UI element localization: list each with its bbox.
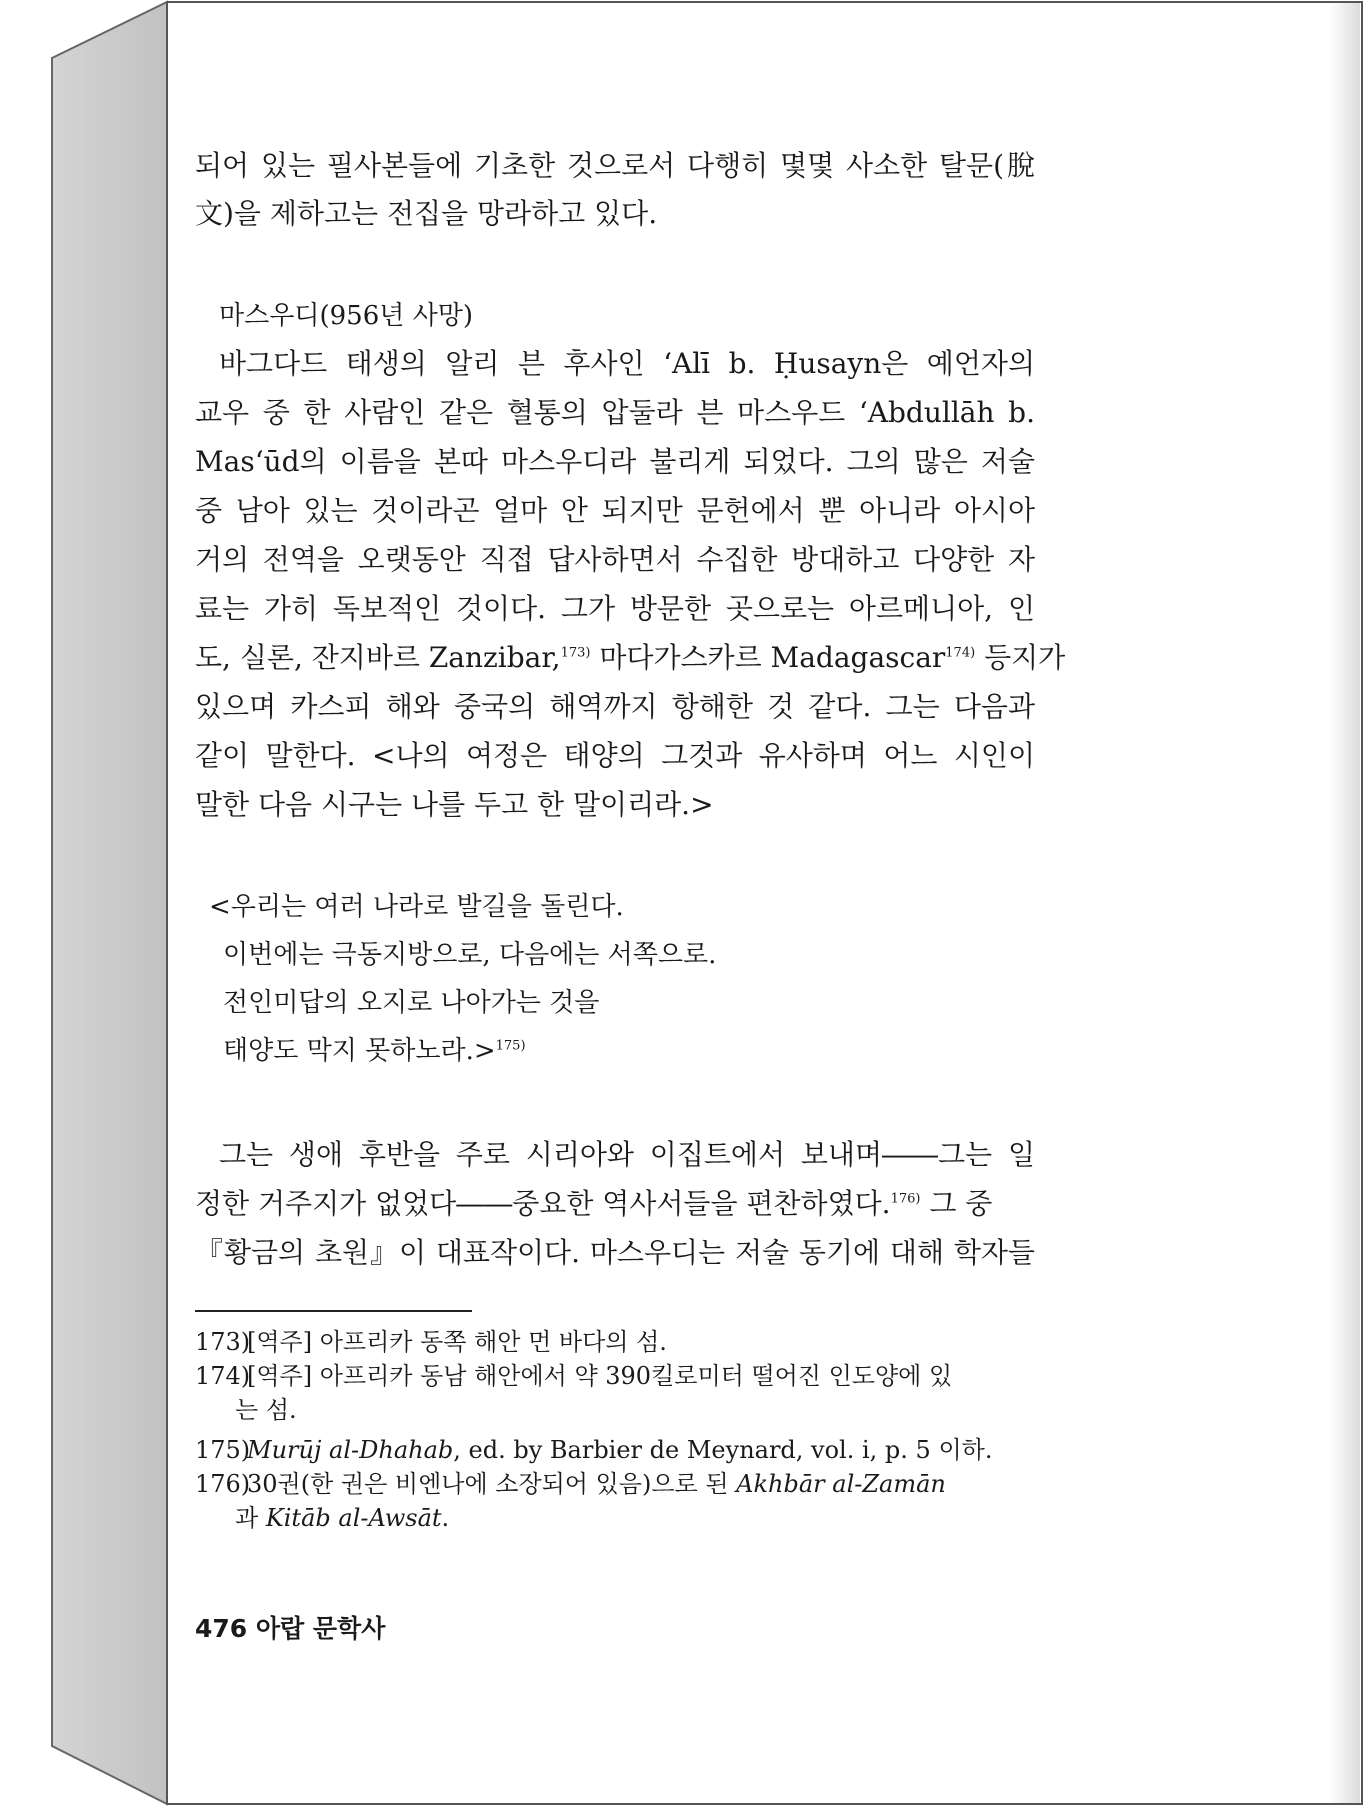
footnote-book-title: Akhbār al-Zamān xyxy=(736,1470,946,1498)
footnote-176 xyxy=(195,1468,1035,1500)
paragraph-line: 『황금의 초원』이 대표작이다. 마스우디는 저술 동기에 대해 학자들 xyxy=(195,1236,1035,1269)
paragraph-line: 그는 생애 후반을 주로 시리아와 이집트에서 보내며――그는 일 xyxy=(219,1138,1035,1171)
footnote-text: [역주] 아프리카 동남 해안에서 약 390킬로미터 떨어진 인도양에 있 xyxy=(247,1362,953,1390)
footnote-book-title: Murūj al-Dhahab xyxy=(247,1436,454,1464)
footnote-ref: 176) xyxy=(890,1191,921,1207)
text-span: 도, 실론, 잔지바르 Zanzibar, xyxy=(195,641,561,674)
section-heading: 마스우디(956년 사망) xyxy=(219,301,473,331)
footnote-ref: 174) xyxy=(945,645,976,661)
footnote-number: 176) xyxy=(195,1470,251,1498)
footnote-174-continued: 는 섬. xyxy=(235,1396,297,1424)
intro-line: 되어 있는 필사본들에 기초한 것으로서 다행히 몇몇 사소한 탈문(脫 xyxy=(195,149,1035,182)
paragraph-line: 같이 말한다. <나의 여정은 태양의 그것과 유사하며 어느 시인이 xyxy=(195,739,1035,772)
page-edge-shadow xyxy=(1330,2,1360,1804)
text-span: 그 중 xyxy=(920,1187,993,1220)
footnote-text: [역주] 아프리카 동쪽 해안 먼 바다의 섬. xyxy=(247,1328,667,1356)
footnote-book-title: Kitāb al-Awsāt xyxy=(265,1504,442,1532)
paragraph-line: 말한 다음 시구는 나를 두고 한 말이리라.> xyxy=(195,788,714,821)
paragraph-line: 료는 가히 독보적인 것이다. 그가 방문한 곳으로는 아르메니아, 인 xyxy=(195,592,1035,625)
poem-line-with-ref xyxy=(223,1033,1063,1069)
footnote-ref: 175) xyxy=(495,1038,526,1054)
footnote-175 xyxy=(195,1434,1035,1466)
book-spine xyxy=(52,2,167,1804)
paragraph-line: 거의 전역을 오랫동안 직접 답사하면서 수집한 방대하고 다양한 자 xyxy=(195,543,1035,576)
intro-line: 文)을 제하고는 전집을 망라하고 있다. xyxy=(195,197,658,230)
footnote-174 xyxy=(195,1360,1035,1392)
paragraph-line-with-refs xyxy=(195,640,1066,676)
footnote-text: 30권(한 권은 비엔나에 소장되어 있음)으로 된 xyxy=(247,1470,737,1498)
poem-line: 전인미답의 오지로 나아가는 것을 xyxy=(223,988,600,1018)
paragraph-line: 있으며 카스피 해와 중국의 해역까지 항해한 것 같다. 그는 다음과 xyxy=(195,690,1035,723)
poem-line: 이번에는 극동지방으로, 다음에는 서쪽으로. xyxy=(223,940,717,970)
text-span: 정한 거주지가 없었다――중요한 역사서들을 편찬하였다. xyxy=(195,1187,891,1220)
poem-line: <우리는 여러 나라로 발길을 돌린다. xyxy=(209,892,624,922)
footnote-text: , ed. by Barbier de Meynard, vol. i, p. 5 이하. xyxy=(453,1436,993,1464)
paragraph-line-with-ref xyxy=(195,1186,1035,1222)
text-span: 태양도 막지 못하노라.> xyxy=(223,1036,496,1066)
footnote-text: . xyxy=(441,1504,450,1532)
text-span: 마다가스카르 Madagascar xyxy=(590,641,946,674)
paragraph-line: 바그다드 태생의 알리 븐 후사인 ‘Alī b. Ḥusayn은 예언자의 xyxy=(219,347,1035,380)
running-title: 아랍 문학사 xyxy=(255,1614,386,1643)
paragraph-line: 교우 중 한 사람인 같은 혈통의 압둘라 븐 마스우드 ‘Abdullāh b. xyxy=(195,396,1035,429)
paragraph-line: 중 남아 있는 것이라곤 얼마 안 되지만 문헌에서 뿐 아니라 아시아 xyxy=(195,494,1035,527)
text-span: 등지가 xyxy=(975,641,1066,674)
footnote-ref: 173) xyxy=(560,645,591,661)
footnote-173 xyxy=(195,1326,1035,1358)
page-number: 476 xyxy=(195,1614,248,1643)
footnote-number: 174) xyxy=(195,1362,251,1390)
page-folio xyxy=(195,1612,385,1646)
footnote-176-continued xyxy=(235,1502,1075,1534)
footnote-text: 과 xyxy=(235,1504,266,1532)
footnote-number: 175) xyxy=(195,1436,251,1464)
footnote-divider xyxy=(195,1310,472,1312)
paragraph-line: Mas‘ūd의 이름을 본따 마스우디라 불리게 되었다. 그의 많은 저술 xyxy=(195,445,1035,478)
footnote-number: 173) xyxy=(195,1328,251,1356)
